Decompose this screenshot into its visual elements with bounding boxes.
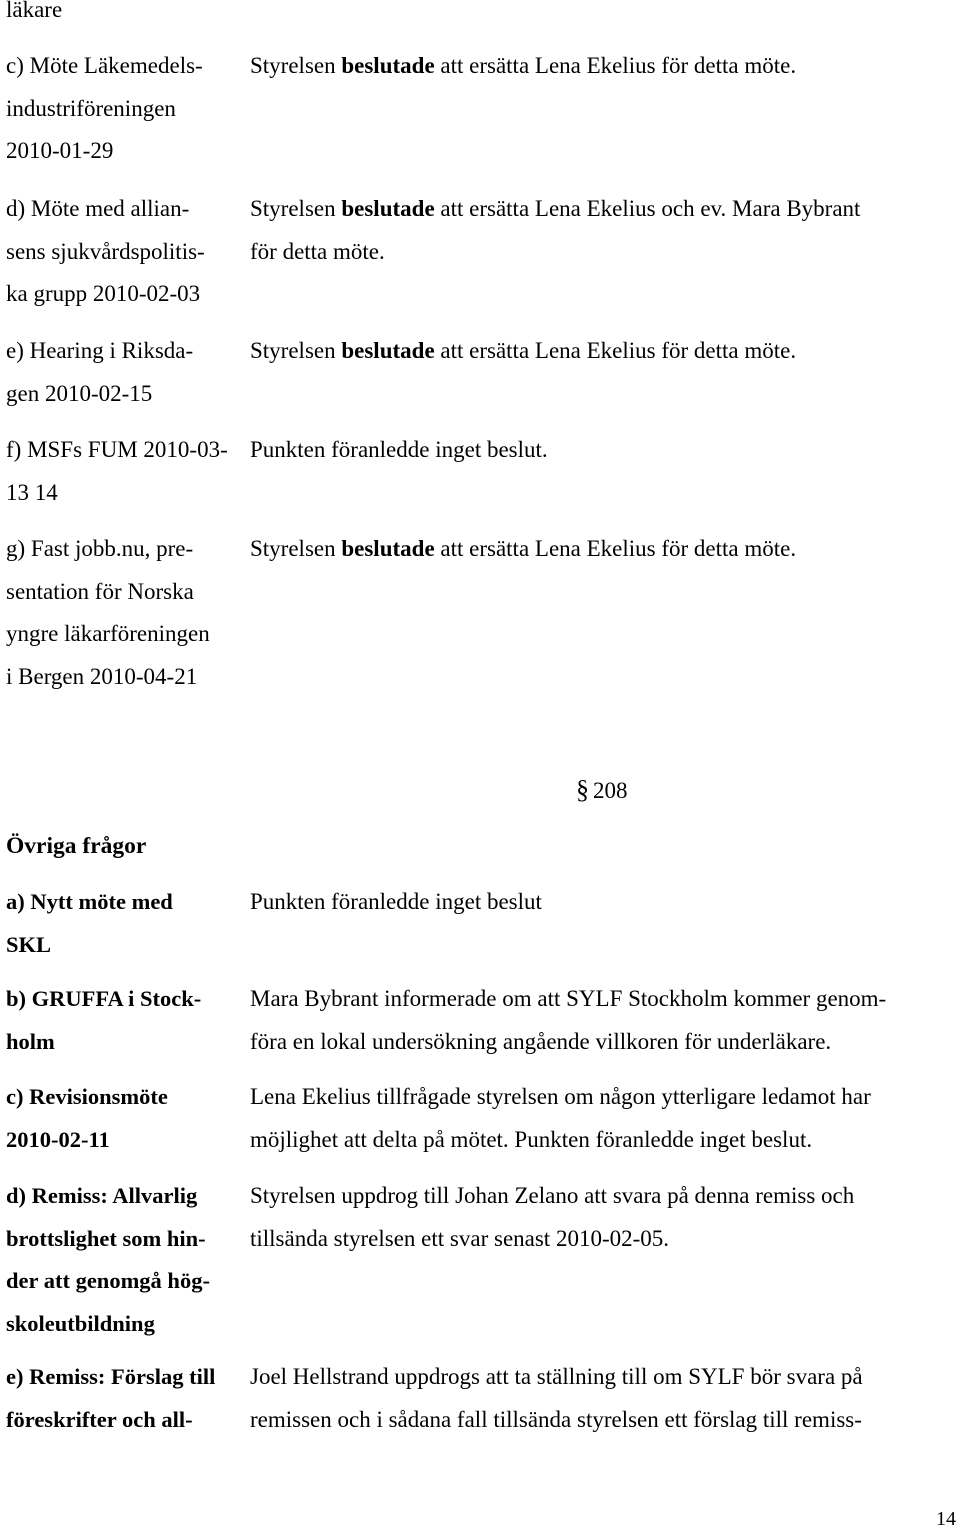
paragraph-number: [576, 768, 628, 813]
item-label: d) Möte med allian- sens sjukvårdspolitis- ka grupp 2010-02-03: [6, 196, 205, 307]
paragraph-number-value: 208: [593, 778, 628, 803]
other-item-text: Punkten föranledde inget beslut: [250, 889, 542, 914]
other-item-text: Lena Ekelius tillfrågade styrelsen om någon ytterligare ledamot har möjlighet att delta på mötet. Punkten föranledde inget beslut.: [250, 1084, 871, 1152]
other-item-label: d) Remiss: Allvarlig brottslighet som hin- der att genomgå hög- skoleutbildning: [6, 1183, 210, 1336]
item-decision: Styrelsen beslutade att ersätta Lena Ekelius för detta möte.: [250, 536, 797, 561]
other-item-label: a) Nytt möte med SKL: [6, 889, 173, 957]
item-label: e) Hearing i Riksda- gen 2010-02-15: [6, 338, 194, 406]
section-heading: Övriga frågor: [6, 833, 147, 859]
other-item-text: Styrelsen uppdrog till Johan Zelano att svara på denna remiss och tillsända styrelsen ett svar senast 2010-02-05.: [250, 1183, 855, 1251]
other-item-text: Mara Bybrant informerade om att SYLF Stockholm kommer genom- föra en lokal undersökning angående villkoren för underläkare.: [250, 986, 887, 1054]
paragraph-symbol: §: [576, 775, 589, 804]
other-item-label: b) GRUFFA i Stock- holm: [6, 986, 202, 1054]
item-label: f) MSFs FUM 2010-03- 13 14: [6, 437, 228, 505]
item-decision: Styrelsen beslutade att ersätta Lena Ekelius för detta möte.: [250, 53, 797, 78]
other-item-text: Joel Hellstrand uppdrogs att ta ställning till om SYLF bör svara på remissen och i sådana fall tillsända styrelsen ett förslag till remiss-: [250, 1364, 863, 1432]
item-decision: Punkten föranledde inget beslut.: [250, 437, 548, 462]
item-decision: Styrelsen beslutade att ersätta Lena Ekelius och ev. Mara Bybrant för detta möte.: [250, 196, 861, 264]
page-number: 14: [936, 1508, 956, 1530]
other-item-label: c) Revisionsmöte 2010-02-11: [6, 1084, 168, 1152]
item-label: c) Möte Läkemedels- industriföreningen 2010-01-29: [6, 53, 203, 164]
item-decision: Styrelsen beslutade att ersätta Lena Ekelius för detta möte.: [250, 338, 797, 363]
top-fragment: läkare: [6, 0, 63, 22]
item-label: g) Fast jobb.nu, pre- sentation för Norska yngre läkarföreningen i Bergen 2010-04-21: [6, 536, 210, 689]
other-item-label: e) Remiss: Förslag till föreskrifter och all-: [6, 1364, 216, 1432]
